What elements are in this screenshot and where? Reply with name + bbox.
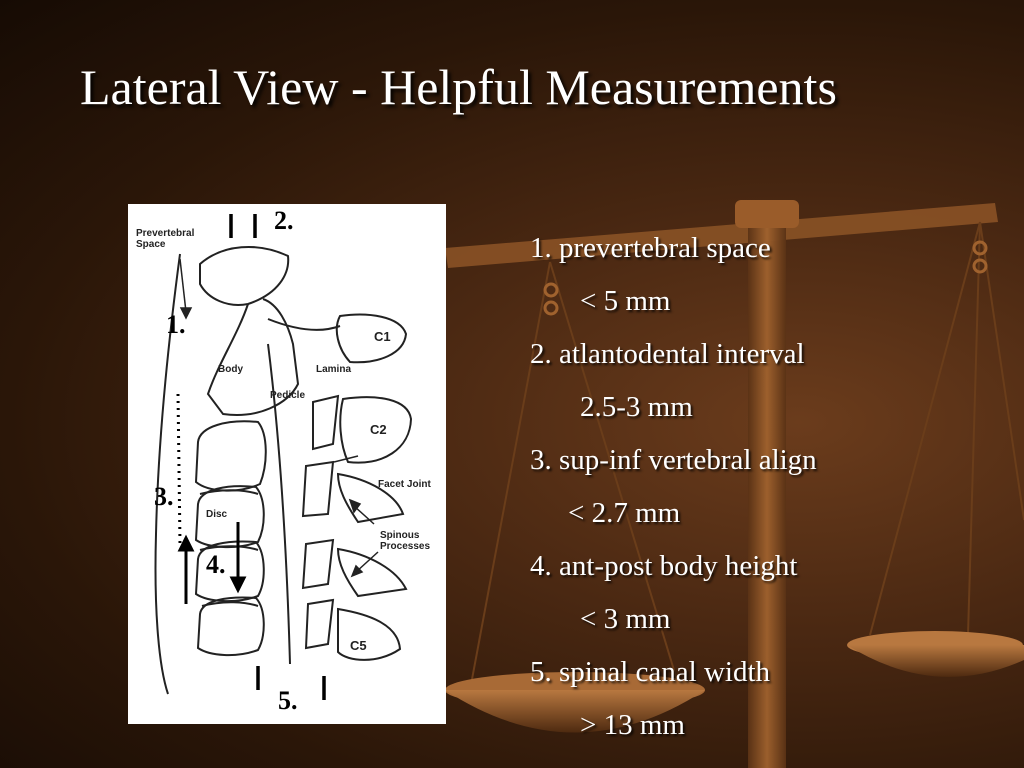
label-prevertebral: Prevertebral (136, 228, 195, 239)
marker-1: 1. (166, 310, 186, 339)
label-prevertebral-space (136, 228, 194, 250)
marker-5: 5. (278, 686, 298, 715)
cervical-spine-diagram (128, 204, 446, 724)
label-c5: C5 (350, 638, 367, 653)
spine-drawing (128, 204, 446, 724)
label-body: Body (218, 364, 243, 375)
measurement-value-4: < 3 mm (580, 603, 671, 635)
label-space: Space (136, 239, 166, 250)
label-c1: C1 (374, 329, 391, 344)
marker-2: 2. (274, 206, 294, 235)
measurement-label-3: 3. sup-inf vertebral align (530, 444, 817, 476)
marker-4: 4. (206, 550, 226, 579)
label-disc: Disc (206, 509, 228, 520)
label-spinous-processes (380, 530, 430, 552)
measurement-value-5: > 13 mm (580, 709, 685, 741)
label-processes: Processes (380, 541, 431, 552)
label-c2: C2 (370, 422, 387, 437)
measurement-label-5: 5. spinal canal width (530, 656, 771, 688)
label-pedicle: Pedicle (270, 390, 306, 401)
slide-title: Lateral View - Helpful Measurements (80, 59, 837, 115)
measurement-value-2: 2.5-3 mm (580, 391, 693, 423)
label-facet-joint: Facet Joint (378, 479, 431, 490)
measurement-value-3: < 2.7 mm (568, 497, 681, 529)
measurement-label-4: 4. ant-post body height (530, 550, 798, 582)
measurement-label-1: 1. prevertebral space (530, 232, 771, 264)
measurement-label-2: 2. atlantodental interval (530, 338, 805, 370)
marker-3: 3. (154, 482, 174, 511)
label-spinous: Spinous (380, 530, 420, 541)
label-lamina: Lamina (316, 364, 352, 375)
measurement-value-1: < 5 mm (580, 285, 671, 317)
measurement-list (530, 222, 1010, 752)
